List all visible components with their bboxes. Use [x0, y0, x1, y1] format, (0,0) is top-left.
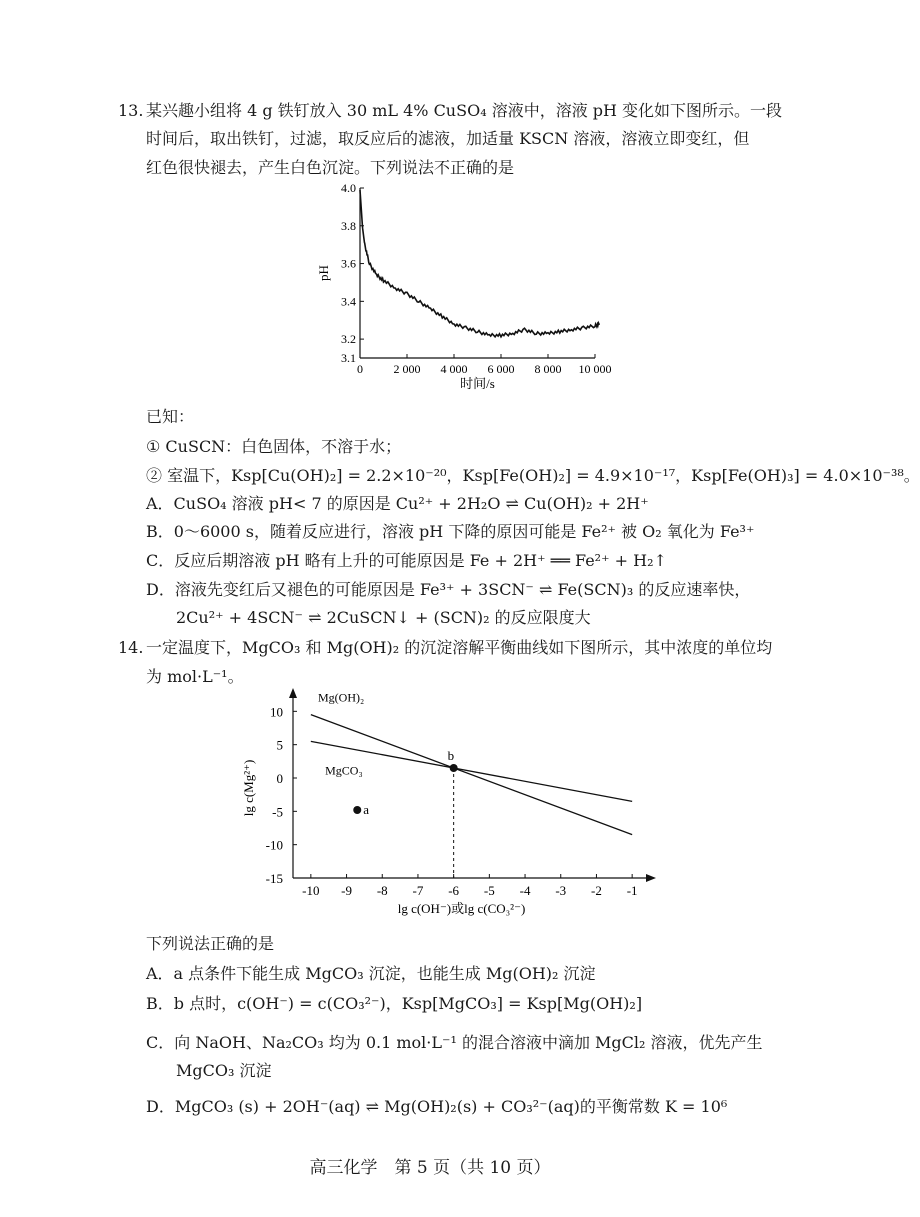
point-b: [450, 764, 458, 772]
x-tick-label: -3: [555, 883, 567, 898]
y-axis-label: pH: [316, 265, 331, 281]
y-tick-label: -5: [272, 804, 283, 820]
series-label-mgco3: MgCO₃: [325, 763, 363, 778]
x-tick-label: -4: [519, 883, 531, 898]
y-tick-label: 10: [270, 704, 283, 720]
question-14-number: 14.: [118, 638, 144, 657]
point-label-a: a: [363, 802, 370, 817]
y-tick-label: 5: [276, 737, 283, 753]
point-label-b: b: [447, 748, 455, 763]
known-item-1: ① CuSCN：白色固体，不溶于水；: [146, 437, 402, 456]
x-tick-label: -2: [591, 883, 602, 898]
y-tick-label: 3.4: [341, 294, 356, 309]
y-tick-label: 3.2: [341, 332, 356, 347]
question-13-number: 13.: [118, 101, 144, 120]
series-label-mg-oh2: Mg(OH)₂: [317, 690, 365, 705]
question-13-stem-line-2: 时间后，取出铁钉，过滤，取反应后的滤液，加适量 KSCN 溶液，溶液立即变红，但: [146, 129, 750, 148]
y-tick-label: -15: [265, 871, 283, 886]
question-14-option-c-line-2: MgCO₃ 沉淀: [176, 1061, 272, 1080]
x-tick-label: -9: [341, 883, 352, 898]
y-axis-arrow: [289, 688, 297, 698]
y-tick-label: 0: [276, 771, 283, 786]
ph-curve: [360, 190, 600, 337]
solubility-equilibrium-chart: [241, 690, 665, 925]
known-title: 已知：: [146, 407, 195, 426]
question-13-option-c: C．反应后期溶液 pH 略有上升的可能原因是 Fe + 2H⁺ ══ Fe²⁺ + H₂↑: [146, 551, 667, 570]
question-14-option-c: C．向 NaOH、Na₂CO₃ 均为 0.1 mol·L⁻¹ 的混合溶液中滴加 MgCl₂ 溶液，优先产生: [146, 1033, 763, 1052]
question-13-stem-line-3: 红色很快褪去，产生白色沉淀。下列说法不正确的是: [146, 158, 515, 177]
x-axis-arrow: [646, 874, 656, 882]
y-tick-label: 3.8: [341, 218, 356, 233]
x-tick-label: 6 000: [487, 362, 515, 376]
question-13-option-b: B．0～6000 s，随着反应进行，溶液 pH 下降的原因可能是 Fe²⁺ 被 O₂ 氧化为 Fe³⁺: [146, 522, 755, 541]
y-tick-label: 4.0: [341, 181, 356, 195]
question-14-option-d: D．MgCO₃ (s) + 2OH⁻(aq) ⇌ Mg(OH)₂(s) + CO₃²⁻(aq)的平衡常数 K = 10⁶: [146, 1097, 728, 1116]
question-14-stem-line-2: 为 mol·L⁻¹。: [146, 667, 244, 686]
question-13-stem-line-1: 某兴趣小组将 4 g 铁钉放入 30 mL 4% CuSO₄ 溶液中，溶液 pH 变化如下图所示。一段: [146, 101, 783, 120]
x-tick-label: 0: [357, 362, 363, 376]
x-tick-label: 2 000: [393, 362, 421, 376]
question-13-option-d: D．溶液先变红后又褪色的可能原因是 Fe³⁺ + 3SCN⁻ ⇌ Fe(SCN)₃ 的反应速率快，: [146, 580, 751, 599]
question-14-stem-line-1: 一定温度下，MgCO₃ 和 Mg(OH)₂ 的沉淀溶解平衡曲线如下图所示，其中浓度的单位均: [146, 638, 773, 657]
x-tick-label: 8 000: [534, 362, 562, 376]
x-tick-label: -8: [376, 883, 388, 898]
x-axis-label: lg c(OH⁻)或lg c(CO₃²⁻): [397, 901, 526, 916]
y-axis-label: lg c(Mg²⁺): [241, 759, 256, 817]
y-tick-label: -10: [265, 837, 283, 853]
ph-time-chart: [310, 178, 610, 408]
x-tick-label: -1: [626, 883, 638, 898]
known-item-2: ② 室温下，Ksp[Cu(OH)₂] = 2.2×10⁻²⁰，Ksp[Fe(OH)₂] = 4.9×10⁻¹⁷，Ksp[Fe(OH)₃] = 4.0×10⁻³⁸。: [146, 466, 920, 485]
x-axis-label: 时间/s: [460, 376, 495, 391]
x-tick-label: -5: [483, 883, 495, 898]
x-tick-label: 4 000: [440, 362, 468, 376]
question-13-option-d-line-2: 2Cu²⁺ + 4SCN⁻ ⇌ 2CuSCN↓ + (SCN)₂ 的反应限度大: [176, 608, 591, 627]
y-tick-label: 3.1: [341, 351, 356, 365]
page-footer: 高三化学 第 5 页（共 10 页）: [309, 1158, 551, 1178]
question-14-option-b: B．b 点时，c(OH⁻) = c(CO₃²⁻)，Ksp[MgCO₃] = Ksp[Mg(OH)₂]: [146, 994, 643, 1013]
question-14-prompt: 下列说法正确的是: [146, 934, 275, 953]
x-tick-label: -10: [302, 883, 320, 898]
x-tick-label: 10 000: [578, 362, 612, 376]
point-a: [353, 806, 361, 814]
question-14-option-a: A．a 点条件下能生成 MgCO₃ 沉淀，也能生成 Mg(OH)₂ 沉淀: [146, 964, 596, 983]
y-tick-label: 3.6: [341, 256, 356, 271]
x-tick-label: -6: [448, 883, 460, 898]
x-tick-label: -7: [412, 883, 424, 898]
question-13-option-a: A．CuSO₄ 溶液 pH< 7 的原因是 Cu²⁺ + 2H₂O ⇌ Cu(OH)₂ + 2H⁺: [146, 494, 649, 513]
